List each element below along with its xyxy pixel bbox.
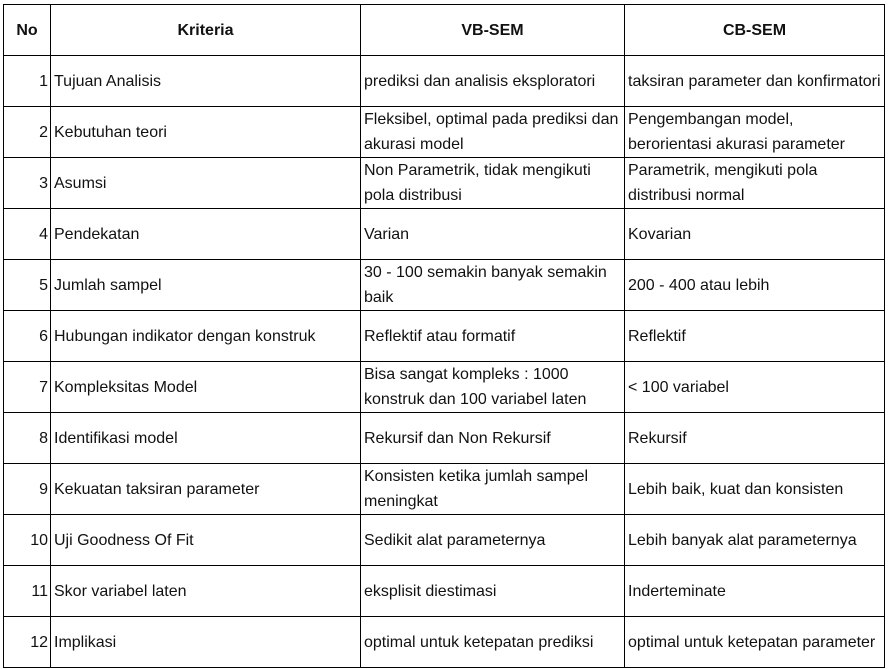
cb-sem-cell: Kovarian xyxy=(625,209,885,260)
vb-sem-cell: 30 - 100 semakin banyak semakin baik xyxy=(361,260,625,311)
vb-sem-cell: eksplisit diestimasi xyxy=(361,566,625,617)
table-row xyxy=(4,515,885,566)
table-row xyxy=(4,362,885,413)
cb-sem-cell: Parametrik, mengikuti pola distribusi normal xyxy=(625,158,885,209)
kriteria-cell: Asumsi xyxy=(51,158,361,209)
row-number: 11 xyxy=(4,566,51,617)
vb-sem-cell: Non Parametrik, tidak mengikuti pola distribusi xyxy=(361,158,625,209)
header-vb-sem: VB-SEM xyxy=(361,5,625,56)
row-number: 8 xyxy=(4,413,51,464)
cb-sem-cell: Rekursif xyxy=(625,413,885,464)
cb-sem-cell: Pengembangan model, berorientasi akurasi parameter xyxy=(625,107,885,158)
table-row xyxy=(4,566,885,617)
kriteria-cell: Hubungan indikator dengan konstruk xyxy=(51,311,361,362)
table-row xyxy=(4,158,885,209)
table-row xyxy=(4,107,885,158)
vb-sem-cell: prediksi dan analisis eksploratori xyxy=(361,56,625,107)
table-row xyxy=(4,617,885,668)
row-number: 7 xyxy=(4,362,51,413)
header-no: No xyxy=(4,5,51,56)
table-row xyxy=(4,311,885,362)
kriteria-cell: Skor variabel laten xyxy=(51,566,361,617)
cb-sem-cell: Inderteminate xyxy=(625,566,885,617)
kriteria-cell: Implikasi xyxy=(51,617,361,668)
header-row xyxy=(4,5,885,56)
kriteria-cell: Identifikasi model xyxy=(51,413,361,464)
vb-sem-cell: Fleksibel, optimal pada prediksi dan akurasi model xyxy=(361,107,625,158)
kriteria-cell: Kompleksitas Model xyxy=(51,362,361,413)
kriteria-cell: Uji Goodness Of Fit xyxy=(51,515,361,566)
comparison-table xyxy=(3,4,885,668)
table-row xyxy=(4,260,885,311)
vb-sem-cell: Konsisten ketika jumlah sampel meningkat xyxy=(361,464,625,515)
kriteria-cell: Tujuan Analisis xyxy=(51,56,361,107)
row-number: 12 xyxy=(4,617,51,668)
cb-sem-cell: 200 - 400 atau lebih xyxy=(625,260,885,311)
kriteria-cell: Kekuatan taksiran parameter xyxy=(51,464,361,515)
vb-sem-cell: Sedikit alat parameternya xyxy=(361,515,625,566)
row-number: 3 xyxy=(4,158,51,209)
row-number: 1 xyxy=(4,56,51,107)
kriteria-cell: Kebutuhan teori xyxy=(51,107,361,158)
cb-sem-cell: taksiran parameter dan konfirmatori xyxy=(625,56,885,107)
cb-sem-cell: optimal untuk ketepatan parameter xyxy=(625,617,885,668)
table-row xyxy=(4,56,885,107)
row-number: 6 xyxy=(4,311,51,362)
table-row xyxy=(4,209,885,260)
row-number: 9 xyxy=(4,464,51,515)
header-cb-sem: CB-SEM xyxy=(625,5,885,56)
vb-sem-cell: Rekursif dan Non Rekursif xyxy=(361,413,625,464)
row-number: 2 xyxy=(4,107,51,158)
kriteria-cell: Pendekatan xyxy=(51,209,361,260)
vb-sem-cell: Reflektif atau formatif xyxy=(361,311,625,362)
row-number: 4 xyxy=(4,209,51,260)
cb-sem-cell: Lebih banyak alat parameternya xyxy=(625,515,885,566)
kriteria-cell: Jumlah sampel xyxy=(51,260,361,311)
vb-sem-cell: optimal untuk ketepatan prediksi xyxy=(361,617,625,668)
row-number: 10 xyxy=(4,515,51,566)
cb-sem-cell: Reflektif xyxy=(625,311,885,362)
vb-sem-cell: Bisa sangat kompleks : 1000 konstruk dan 100 variabel laten xyxy=(361,362,625,413)
row-number: 5 xyxy=(4,260,51,311)
cb-sem-cell: < 100 variabel xyxy=(625,362,885,413)
header-kriteria: Kriteria xyxy=(51,5,361,56)
table-row xyxy=(4,413,885,464)
table-row xyxy=(4,464,885,515)
cb-sem-cell: Lebih baik, kuat dan konsisten xyxy=(625,464,885,515)
vb-sem-cell: Varian xyxy=(361,209,625,260)
